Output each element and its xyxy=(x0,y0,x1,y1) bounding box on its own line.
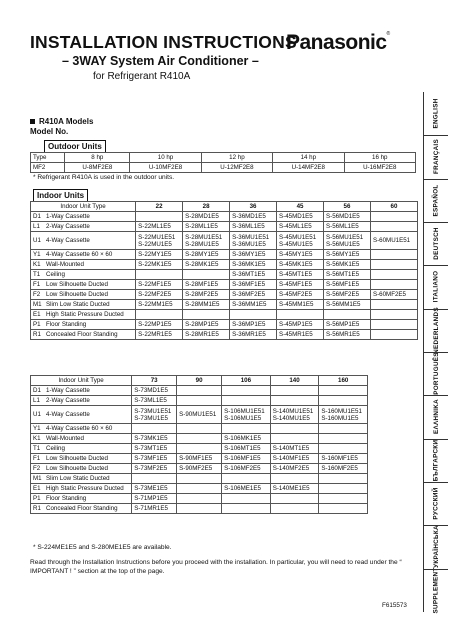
language-label: ESPAÑOL xyxy=(432,184,440,217)
table-cell: S-36MP1E5 xyxy=(230,320,277,330)
table-cell: Slim Low Static Ducted xyxy=(44,300,136,310)
footer-instructions: Read through the Installation Instructions before you proceed with the installation. In particular, you will need to read under the “ IMPORTANT ! ” section at the top of the page. xyxy=(30,559,402,575)
table-cell: D1 xyxy=(31,386,45,396)
language-divider xyxy=(424,309,448,310)
table-cell: 4-Way Cassette xyxy=(44,406,132,424)
table-cell: E1 xyxy=(31,310,45,320)
table-cell: T1 xyxy=(31,270,45,280)
language-tab-10 xyxy=(424,525,448,568)
language-divider xyxy=(424,352,448,353)
table-cell: S-28MF2E5 xyxy=(183,290,230,300)
column-header: Indoor Unit Type xyxy=(31,202,136,212)
table-cell: S-56MM1E5 xyxy=(324,300,371,310)
table-cell: MF2 xyxy=(31,163,65,173)
table-cell: S-140MF2E5 xyxy=(270,464,319,474)
models-heading: R410A Models xyxy=(30,117,93,126)
table-cell: S-160MF2E5 xyxy=(319,464,368,474)
language-label: SUPPLEMENT xyxy=(432,567,440,614)
table-cell: S-22MP1E5 xyxy=(136,320,183,330)
table-cell xyxy=(222,474,271,484)
table-row xyxy=(31,163,416,173)
table-cell: S-71MP1E5 xyxy=(132,494,177,504)
table-cell: P1 xyxy=(31,494,45,504)
table-cell: S-56MP1E5 xyxy=(324,320,371,330)
table-cell xyxy=(270,494,319,504)
table-row xyxy=(31,484,368,494)
table-cell xyxy=(270,396,319,406)
table-cell: U-12MF2E8 xyxy=(201,163,272,173)
table-cell: S-45MF2E5 xyxy=(277,290,324,300)
table-cell: S-28MD1E5 xyxy=(183,212,230,222)
table-cell: 1-Way Cassette xyxy=(44,386,132,396)
table-header-row xyxy=(31,376,368,386)
table-cell xyxy=(319,444,368,454)
table-cell: R1 xyxy=(31,330,45,340)
table-cell: S-106MF1E5 xyxy=(222,454,271,464)
table-cell xyxy=(177,434,222,444)
table-cell: S-36MF1E5 xyxy=(230,280,277,290)
table-cell: S-45ML1E5 xyxy=(277,222,324,232)
table-cell: S-28MY1E5 xyxy=(183,250,230,260)
table-cell: S-22ML1E5 xyxy=(136,222,183,232)
table-cell xyxy=(183,270,230,280)
table-row xyxy=(31,270,418,280)
table-cell xyxy=(222,494,271,504)
language-divider xyxy=(424,395,448,396)
table-cell: S-36MK1E5 xyxy=(230,260,277,270)
column-header: 73 xyxy=(132,376,177,386)
language-divider xyxy=(424,222,448,223)
language-sidebar xyxy=(423,92,448,612)
table-cell: Floor Standing xyxy=(44,494,132,504)
table-cell: Wall-Mounted xyxy=(44,434,132,444)
table-cell xyxy=(277,310,324,320)
table-cell: S-28MK1E5 xyxy=(183,260,230,270)
language-label: УКРАЇНСЬКА xyxy=(432,525,440,569)
table-cell: S-56MY1E5 xyxy=(324,250,371,260)
table-cell xyxy=(370,250,417,260)
language-divider xyxy=(424,439,448,440)
table-cell: L1 xyxy=(31,222,45,232)
table-cell xyxy=(177,484,222,494)
table-row xyxy=(31,494,368,504)
table-cell: Slim Low Static Ducted xyxy=(44,474,132,484)
table-cell: S-36MU1E51 S-36MU1E5 xyxy=(230,232,277,250)
table-cell: 8 hp xyxy=(65,153,130,163)
table-row xyxy=(31,212,418,222)
table-cell: S-45MY1E5 xyxy=(277,250,324,260)
table-cell: S-106MK1E5 xyxy=(222,434,271,444)
table-cell: 12 hp xyxy=(201,153,272,163)
table-cell: S-106ME1E5 xyxy=(222,484,271,494)
table-cell xyxy=(370,310,417,320)
table-cell xyxy=(319,396,368,406)
table-cell: U-14MF2E8 xyxy=(273,163,344,173)
column-header: 36 xyxy=(230,202,277,212)
table-cell: 16 hp xyxy=(344,153,415,163)
language-tab-1 xyxy=(424,135,448,178)
table-cell: S-73ME1E5 xyxy=(132,484,177,494)
table-cell xyxy=(319,424,368,434)
table-cell: F1 xyxy=(31,280,45,290)
table-cell: U1 xyxy=(31,406,45,424)
table-cell: S-36MM1E5 xyxy=(230,300,277,310)
table-cell: S-22MM1E5 xyxy=(136,300,183,310)
table-cell: S-45MU1E51 S-45MU1E5 xyxy=(277,232,324,250)
language-tab-6 xyxy=(424,352,448,395)
table-cell: S-160MU1E51 S-160MU1E5 xyxy=(319,406,368,424)
table-cell: S-56MT1E5 xyxy=(324,270,371,280)
table-cell: Ceiling xyxy=(44,444,132,454)
table-row xyxy=(31,330,418,340)
table-cell: K1 xyxy=(31,434,45,444)
table-cell xyxy=(132,424,177,434)
table-cell: S-73MU1E51 S-73MU1E5 xyxy=(132,406,177,424)
table-cell: S-45MT1E5 xyxy=(277,270,324,280)
table-cell xyxy=(136,212,183,222)
table-cell: 10 hp xyxy=(130,153,201,163)
table-row xyxy=(31,222,418,232)
table-row xyxy=(31,406,368,424)
table-cell xyxy=(222,504,271,514)
language-label: FRANÇAIS xyxy=(432,139,440,175)
table-cell: S-56MK1E5 xyxy=(324,260,371,270)
table-cell: S-45MF1E5 xyxy=(277,280,324,290)
table-row xyxy=(31,504,368,514)
table-cell xyxy=(319,504,368,514)
table-cell: S-36MF2E5 xyxy=(230,290,277,300)
table-cell: Low Silhouette Ducted xyxy=(44,280,136,290)
table-cell: F2 xyxy=(31,290,45,300)
table-cell: S-45MD1E5 xyxy=(277,212,324,222)
table-cell xyxy=(324,310,371,320)
language-label: PORTUGUÊS xyxy=(432,352,440,395)
language-label: ITALIANO xyxy=(432,271,440,303)
table-row xyxy=(31,260,418,270)
table-cell: S-140MF1E5 xyxy=(270,454,319,464)
table-cell: S-22MF2E5 xyxy=(136,290,183,300)
table-cell: M1 xyxy=(31,474,45,484)
language-label: РУССКИЙ xyxy=(432,487,440,520)
table-cell: Low Silhouette Ducted xyxy=(44,290,136,300)
language-tab-4 xyxy=(424,265,448,308)
table-cell: S-36MT1E5 xyxy=(230,270,277,280)
outdoor-units-table xyxy=(30,152,416,173)
language-label: NEDERLANDS xyxy=(432,306,440,354)
table-cell xyxy=(177,444,222,454)
table-cell: S-106MT1E5 xyxy=(222,444,271,454)
language-label: ΕΛΛΗΝΙΚΑ xyxy=(432,399,440,435)
table-cell: S-22MR1E5 xyxy=(136,330,183,340)
column-header: 90 xyxy=(177,376,222,386)
table-cell xyxy=(370,270,417,280)
language-tab-11 xyxy=(424,569,448,612)
table-cell: 4-Way Cassette 60 × 60 xyxy=(44,424,132,434)
table-row xyxy=(31,310,418,320)
language-label: DEUTSCH xyxy=(432,227,440,260)
table-cell: Concealed Floor Standing xyxy=(44,330,136,340)
table-cell: F1 xyxy=(31,454,45,464)
table-row xyxy=(31,434,368,444)
table-cell: S-45MK1E5 xyxy=(277,260,324,270)
page-subtitle: – 3WAY System Air Conditioner – xyxy=(62,54,259,68)
table-cell xyxy=(177,494,222,504)
table-cell: S-22MU1E51 S-22MU1E5 xyxy=(136,232,183,250)
table-row xyxy=(31,300,418,310)
language-tab-9 xyxy=(424,482,448,525)
table-cell: S-28ML1E5 xyxy=(183,222,230,232)
table-cell: P1 xyxy=(31,320,45,330)
table-cell: Wall-Mounted xyxy=(44,260,136,270)
table-cell xyxy=(319,474,368,484)
table-cell: S-22MF1E5 xyxy=(136,280,183,290)
table-cell: 14 hp xyxy=(273,153,344,163)
table-row xyxy=(31,464,368,474)
table-cell xyxy=(136,270,183,280)
table-cell: 2-Way Cassette xyxy=(44,222,136,232)
table-cell: S-45MM1E5 xyxy=(277,300,324,310)
table-cell xyxy=(222,386,271,396)
table-cell: 4-Way Cassette xyxy=(44,232,136,250)
outdoor-note: * Refrigerant R410A is used in the outdoor units. xyxy=(33,174,175,181)
table-cell: S-60MF2E5 xyxy=(370,290,417,300)
table-cell: High Static Pressure Ducted xyxy=(44,310,136,320)
table-cell: S-56MF1E5 xyxy=(324,280,371,290)
table-cell: S-28MP1E5 xyxy=(183,320,230,330)
table-cell: Concealed Floor Standing xyxy=(44,504,132,514)
table-cell: S-140MU1E51 S-140MU1E5 xyxy=(270,406,319,424)
table-row xyxy=(31,474,368,484)
table-cell: M1 xyxy=(31,300,45,310)
table-cell: S-56MF2E5 xyxy=(324,290,371,300)
table-cell xyxy=(270,424,319,434)
table-cell: S-56MD1E5 xyxy=(324,212,371,222)
language-tab-2 xyxy=(424,179,448,222)
column-header: 45 xyxy=(277,202,324,212)
table-cell xyxy=(270,434,319,444)
table-row xyxy=(31,386,368,396)
language-tab-5 xyxy=(424,306,448,354)
table-cell: S-73ML1E5 xyxy=(132,396,177,406)
table-cell: R1 xyxy=(31,504,45,514)
table-row xyxy=(31,153,416,163)
table-cell: S-90MU1E51 xyxy=(177,406,222,424)
table-row xyxy=(31,290,418,300)
table-cell: S-90MF1E5 xyxy=(177,454,222,464)
column-header: 56 xyxy=(324,202,371,212)
table-row xyxy=(31,444,368,454)
table-cell: S-45MP1E5 xyxy=(277,320,324,330)
table-cell: S-36ML1E5 xyxy=(230,222,277,232)
table-cell xyxy=(370,222,417,232)
table-cell: S-60MU1E51 xyxy=(370,232,417,250)
document-code: F615573 xyxy=(382,602,407,609)
table-cell: D1 xyxy=(31,212,45,222)
table-cell xyxy=(370,260,417,270)
table-row xyxy=(31,320,418,330)
language-divider xyxy=(424,179,448,180)
table-cell: S-22MY1E5 xyxy=(136,250,183,260)
language-divider xyxy=(424,525,448,526)
brand-logo: Panasonic® xyxy=(286,31,390,54)
table-cell: High Static Pressure Ducted xyxy=(44,484,132,494)
table-cell: F2 xyxy=(31,464,45,474)
column-header: 60 xyxy=(370,202,417,212)
table-cell: S-106MF2E5 xyxy=(222,464,271,474)
table-cell: S-71MR1E5 xyxy=(132,504,177,514)
language-divider xyxy=(424,482,448,483)
table-cell: Floor Standing xyxy=(44,320,136,330)
table-cell: S-45MR1E5 xyxy=(277,330,324,340)
table-cell xyxy=(177,474,222,484)
table-cell xyxy=(319,494,368,504)
column-header: 106 xyxy=(222,376,271,386)
table-cell xyxy=(370,300,417,310)
bullet-square-icon xyxy=(30,119,35,124)
table-cell: 1-Way Cassette xyxy=(44,212,136,222)
table-cell xyxy=(319,386,368,396)
table-cell xyxy=(230,310,277,320)
indoor-units-table-1 xyxy=(30,201,418,340)
column-header: Indoor Unit Type xyxy=(31,376,132,386)
table-cell: Low Silhouette Ducted xyxy=(44,454,132,464)
table-cell: S-28MF1E5 xyxy=(183,280,230,290)
language-tab-7 xyxy=(424,395,448,438)
table-cell: 4-Way Cassette 60 × 60 xyxy=(44,250,136,260)
table-cell: S-36MD1E5 xyxy=(230,212,277,222)
table-cell: K1 xyxy=(31,260,45,270)
table-cell xyxy=(132,474,177,484)
outdoor-units-label: Outdoor Units xyxy=(44,140,106,153)
table-cell: S-73MK1E5 xyxy=(132,434,177,444)
table-cell: S-160MF1E5 xyxy=(319,454,368,464)
table-cell: S-90MF2E5 xyxy=(177,464,222,474)
table-cell: S-140ME1E5 xyxy=(270,484,319,494)
refrigerant-subtitle: for Refrigerant R410A xyxy=(93,71,191,82)
table-cell: U-8MF2E8 xyxy=(65,163,130,173)
table-cell: S-28MU1E51 S-28MU1E5 xyxy=(183,232,230,250)
language-divider xyxy=(424,135,448,136)
table-row xyxy=(31,232,418,250)
table-cell xyxy=(177,504,222,514)
table-cell xyxy=(370,280,417,290)
model-no-label: Model No. xyxy=(30,127,69,136)
table-cell xyxy=(177,386,222,396)
table-cell: U-10MF2E8 xyxy=(130,163,201,173)
column-header: 28 xyxy=(183,202,230,212)
table-cell: L1 xyxy=(31,396,45,406)
table-cell xyxy=(177,424,222,434)
table-cell: S-22MK1E5 xyxy=(136,260,183,270)
table-cell xyxy=(183,310,230,320)
language-tab-3 xyxy=(424,222,448,265)
table-cell: S-28MR1E5 xyxy=(183,330,230,340)
table-cell: S-36MY1E5 xyxy=(230,250,277,260)
language-divider xyxy=(424,569,448,570)
language-divider xyxy=(424,265,448,266)
table-row xyxy=(31,280,418,290)
table-cell: S-140MT1E5 xyxy=(270,444,319,454)
language-label: ENGLISH xyxy=(432,98,440,129)
indoor-units-label: Indoor Units xyxy=(33,189,88,202)
table-cell xyxy=(270,504,319,514)
table-cell: Ceiling xyxy=(44,270,136,280)
table-cell: S-73MF2E5 xyxy=(132,464,177,474)
table-cell: S-56ML1E5 xyxy=(324,222,371,232)
table-cell: S-73MF1E5 xyxy=(132,454,177,464)
table-cell: S-73MD1E5 xyxy=(132,386,177,396)
table-cell xyxy=(222,396,271,406)
table-cell xyxy=(136,310,183,320)
table-cell: S-56MR1E5 xyxy=(324,330,371,340)
table-header-row xyxy=(31,202,418,212)
column-header: 140 xyxy=(270,376,319,386)
table-cell: 2-Way Cassette xyxy=(44,396,132,406)
table-row xyxy=(31,454,368,464)
table-cell: T1 xyxy=(31,444,45,454)
table-cell: S-106MU1E51 S-106MU1E5 xyxy=(222,406,271,424)
table-cell: U1 xyxy=(31,232,45,250)
table-cell: U-16MF2E8 xyxy=(344,163,415,173)
table-cell xyxy=(370,212,417,222)
page-title: INSTALLATION INSTRUCTIONS xyxy=(30,32,297,52)
table-cell xyxy=(370,330,417,340)
table-cell xyxy=(177,396,222,406)
table-cell xyxy=(319,484,368,494)
column-header: 22 xyxy=(136,202,183,212)
table-cell: Y1 xyxy=(31,424,45,434)
table-cell: Type xyxy=(31,153,65,163)
language-label: БЪЛГАРСКИ xyxy=(432,439,440,482)
table-cell xyxy=(222,424,271,434)
table-cell: S-73MT1E5 xyxy=(132,444,177,454)
table-cell: S-36MR1E5 xyxy=(230,330,277,340)
table-cell xyxy=(270,386,319,396)
table-cell: Low Silhouette Ducted xyxy=(44,464,132,474)
table-row xyxy=(31,250,418,260)
table-cell: S-28MM1E5 xyxy=(183,300,230,310)
table-cell xyxy=(270,474,319,484)
indoor-units-table-2 xyxy=(30,375,368,514)
table-cell: E1 xyxy=(31,484,45,494)
language-tab-8 xyxy=(424,439,448,482)
indoor-note: * S-224ME1E5 and S-280ME1E5 are available. xyxy=(33,544,172,551)
table-row xyxy=(31,424,368,434)
column-header: 160 xyxy=(319,376,368,386)
language-tab-0 xyxy=(424,92,448,135)
table-cell xyxy=(319,434,368,444)
table-row xyxy=(31,396,368,406)
table-cell: Y1 xyxy=(31,250,45,260)
table-cell: S-56MU1E51 S-56MU1E5 xyxy=(324,232,371,250)
table-cell xyxy=(370,320,417,330)
